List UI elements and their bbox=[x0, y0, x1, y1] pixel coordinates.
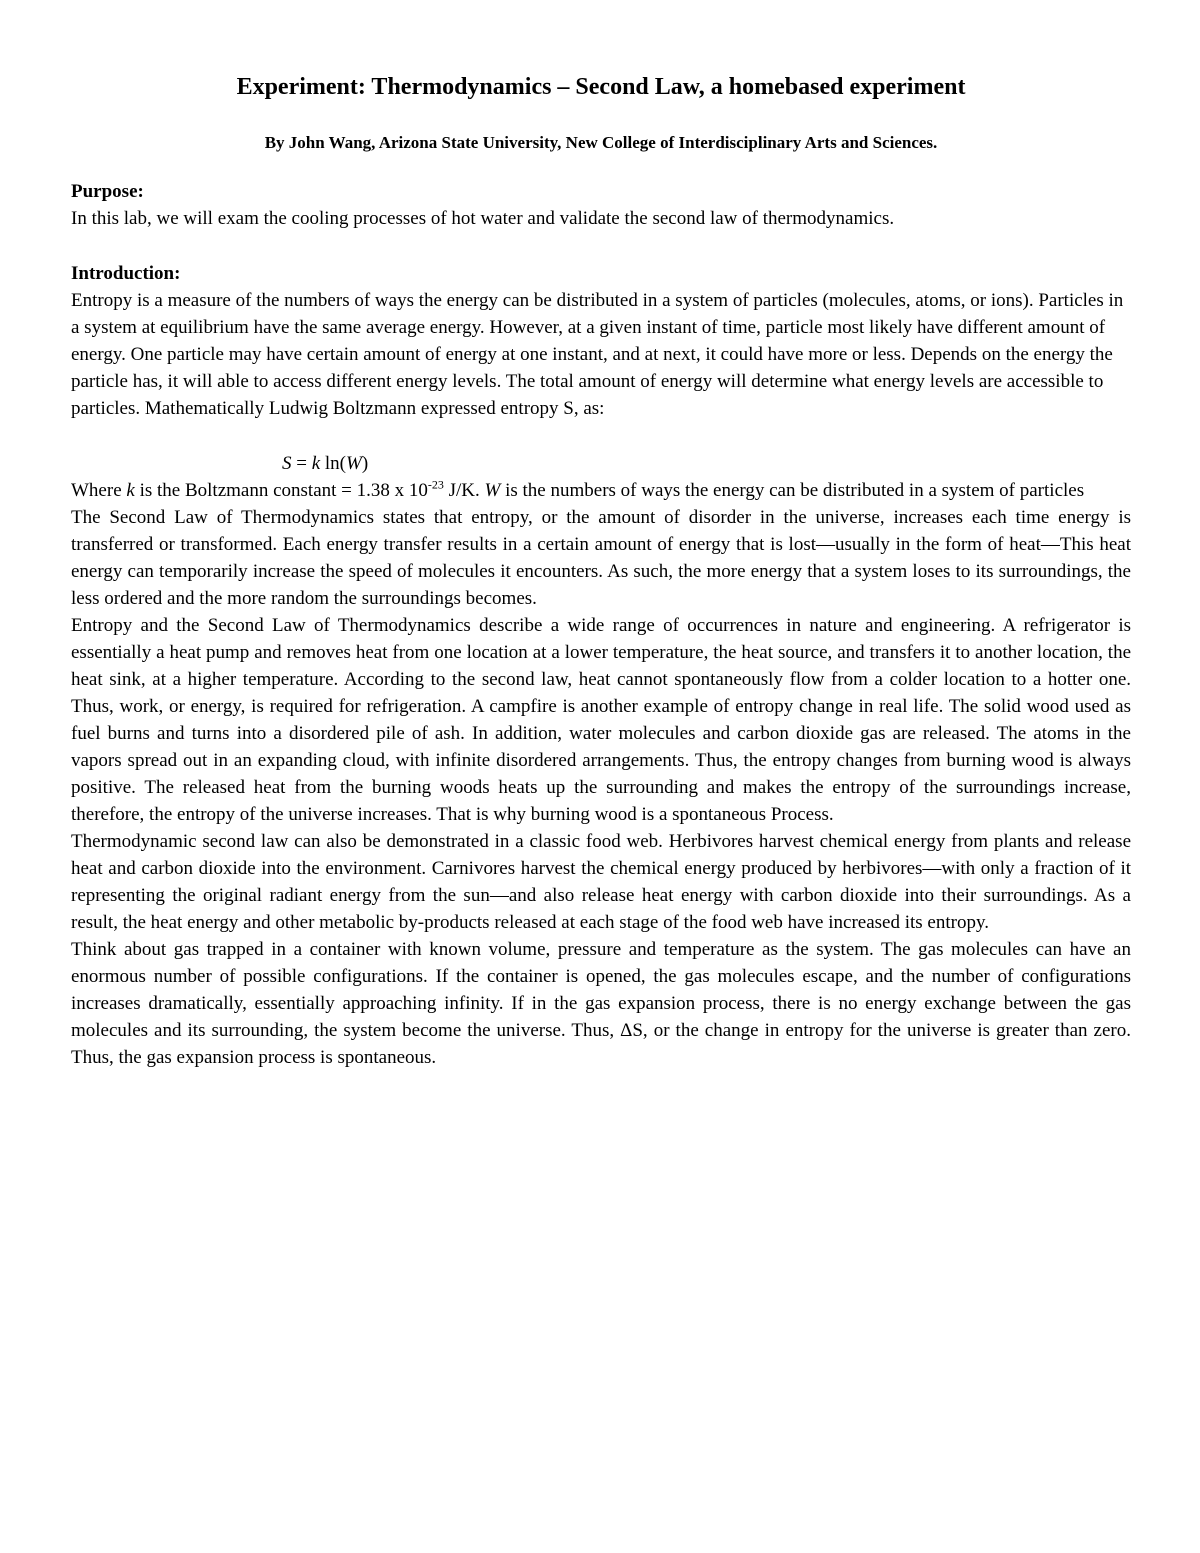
equation-ln: ln( bbox=[320, 453, 347, 474]
intro-paragraph-4: Thermodynamic second law can also be demonstrated in a classic food web. Herbivores harvest chemical energy from plants and release heat and carbon dioxide into the environment. Carnivores harvest the chemical energy produced by herbivores—with only a fraction of it representing the original radiant energy from the sun—and also release heat energy with carbon dioxide into their surroundings. As a result, the heat energy and other metabolic by-products released at each stage of the food web have increased its entropy. bbox=[71, 831, 1131, 933]
where-unit: J/K. bbox=[443, 480, 485, 501]
document-page bbox=[71, 72, 1131, 1071]
introduction-heading: Introduction: bbox=[71, 263, 181, 284]
equation-k: k bbox=[311, 453, 321, 474]
where-post: is the numbers of ways the energy can be distributed in a system of particles bbox=[500, 480, 1085, 501]
author-byline: By John Wang, Arizona State University, New College of Interdisciplinary Arts and Sciences. bbox=[264, 133, 938, 152]
boltzmann-definition bbox=[71, 477, 1131, 504]
intro-paragraph-1: Entropy is a measure of the numbers of ways the energy can be distributed in a system of particles (molecules, atoms, or ions). Particles in a system at equilibrium have the same average energy. However, at a given instant of time, particle most likely have different amount of energy. One particle may have certain amount of energy at one instant, and at next, it could have more or less. Depends on the energy the particle has, it will able to access different energy levels. The total amount of energy will determine what energy levels are accessible to particles. Mathematically Ludwig Boltzmann expressed entropy S, as: bbox=[71, 290, 1124, 419]
intro-paragraph-5: Think about gas trapped in a container with known volume, pressure and temperature as the system. The gas molecules can have an enormous number of possible configurations. If the container is opened, the gas molecules escape, and the number of configurations increases dramatically, essentially approaching infinity. If in the gas expansion process, there is no energy exchange between the gas molecules and its surrounding, the system become the universe. Thus, ΔS, or the change in entropy for the universe is greater than zero. Thus, the gas expansion process is spontaneous. bbox=[71, 939, 1131, 1068]
where-k: k bbox=[126, 480, 135, 501]
purpose-text: In this lab, we will exam the cooling processes of hot water and validate the second law of thermodynamics. bbox=[71, 208, 895, 229]
where-w: W bbox=[484, 480, 501, 501]
where-mid: is the Boltzmann constant = 1.38 x 10 bbox=[134, 480, 428, 501]
where-pre: Where bbox=[71, 480, 127, 501]
intro-paragraph-2: The Second Law of Thermodynamics states that entropy, or the amount of disorder in the universe, increases each time energy is transferred or transformed. Each energy transfer results in a certain amount of energy that is lost—usually in the form of heat—This heat energy can temporarily increase the speed of molecules it encounters. As such, the more energy that a system loses to its surroundings, the less ordered and the more random the surroundings becomes. bbox=[71, 507, 1131, 609]
where-exponent: -23 bbox=[427, 477, 444, 492]
intro-paragraph-3: Entropy and the Second Law of Thermodynamics describe a wide range of occurrences in nature and engineering. A refrigerator is essentially a heat pump and removes heat from one location at a lower temperature, the heat source, and transfers it to another location, the heat sink, at a higher temperature. According to the second law, heat cannot spontaneously flow from a colder location to a hotter one. Thus, work, or energy, is required for refrigeration. A campfire is another example of entropy change in real life. The solid wood used as fuel burns and turns into a disordered pile of ash. In addition, water molecules and carbon dioxide gas are released. The atoms in the vapors spread out in an expanding cloud, with infinite disordered arrangements. Thus, the entropy changes from burning wood is always positive. The released heat from the burning woods heats up the surrounding and makes the entropy of the surroundings increase, therefore, the entropy of the universe increases. That is why burning wood is a spontaneous Process. bbox=[71, 615, 1131, 825]
equation-equals: = bbox=[291, 453, 312, 474]
purpose-heading: Purpose: bbox=[71, 181, 144, 202]
equation-close: ) bbox=[361, 453, 369, 474]
equation-w: W bbox=[346, 453, 362, 474]
document-title: Experiment: Thermodynamics – Second Law, a homebased experiment bbox=[236, 74, 966, 100]
equation-s: S bbox=[282, 453, 292, 474]
entropy-equation bbox=[71, 450, 1131, 477]
